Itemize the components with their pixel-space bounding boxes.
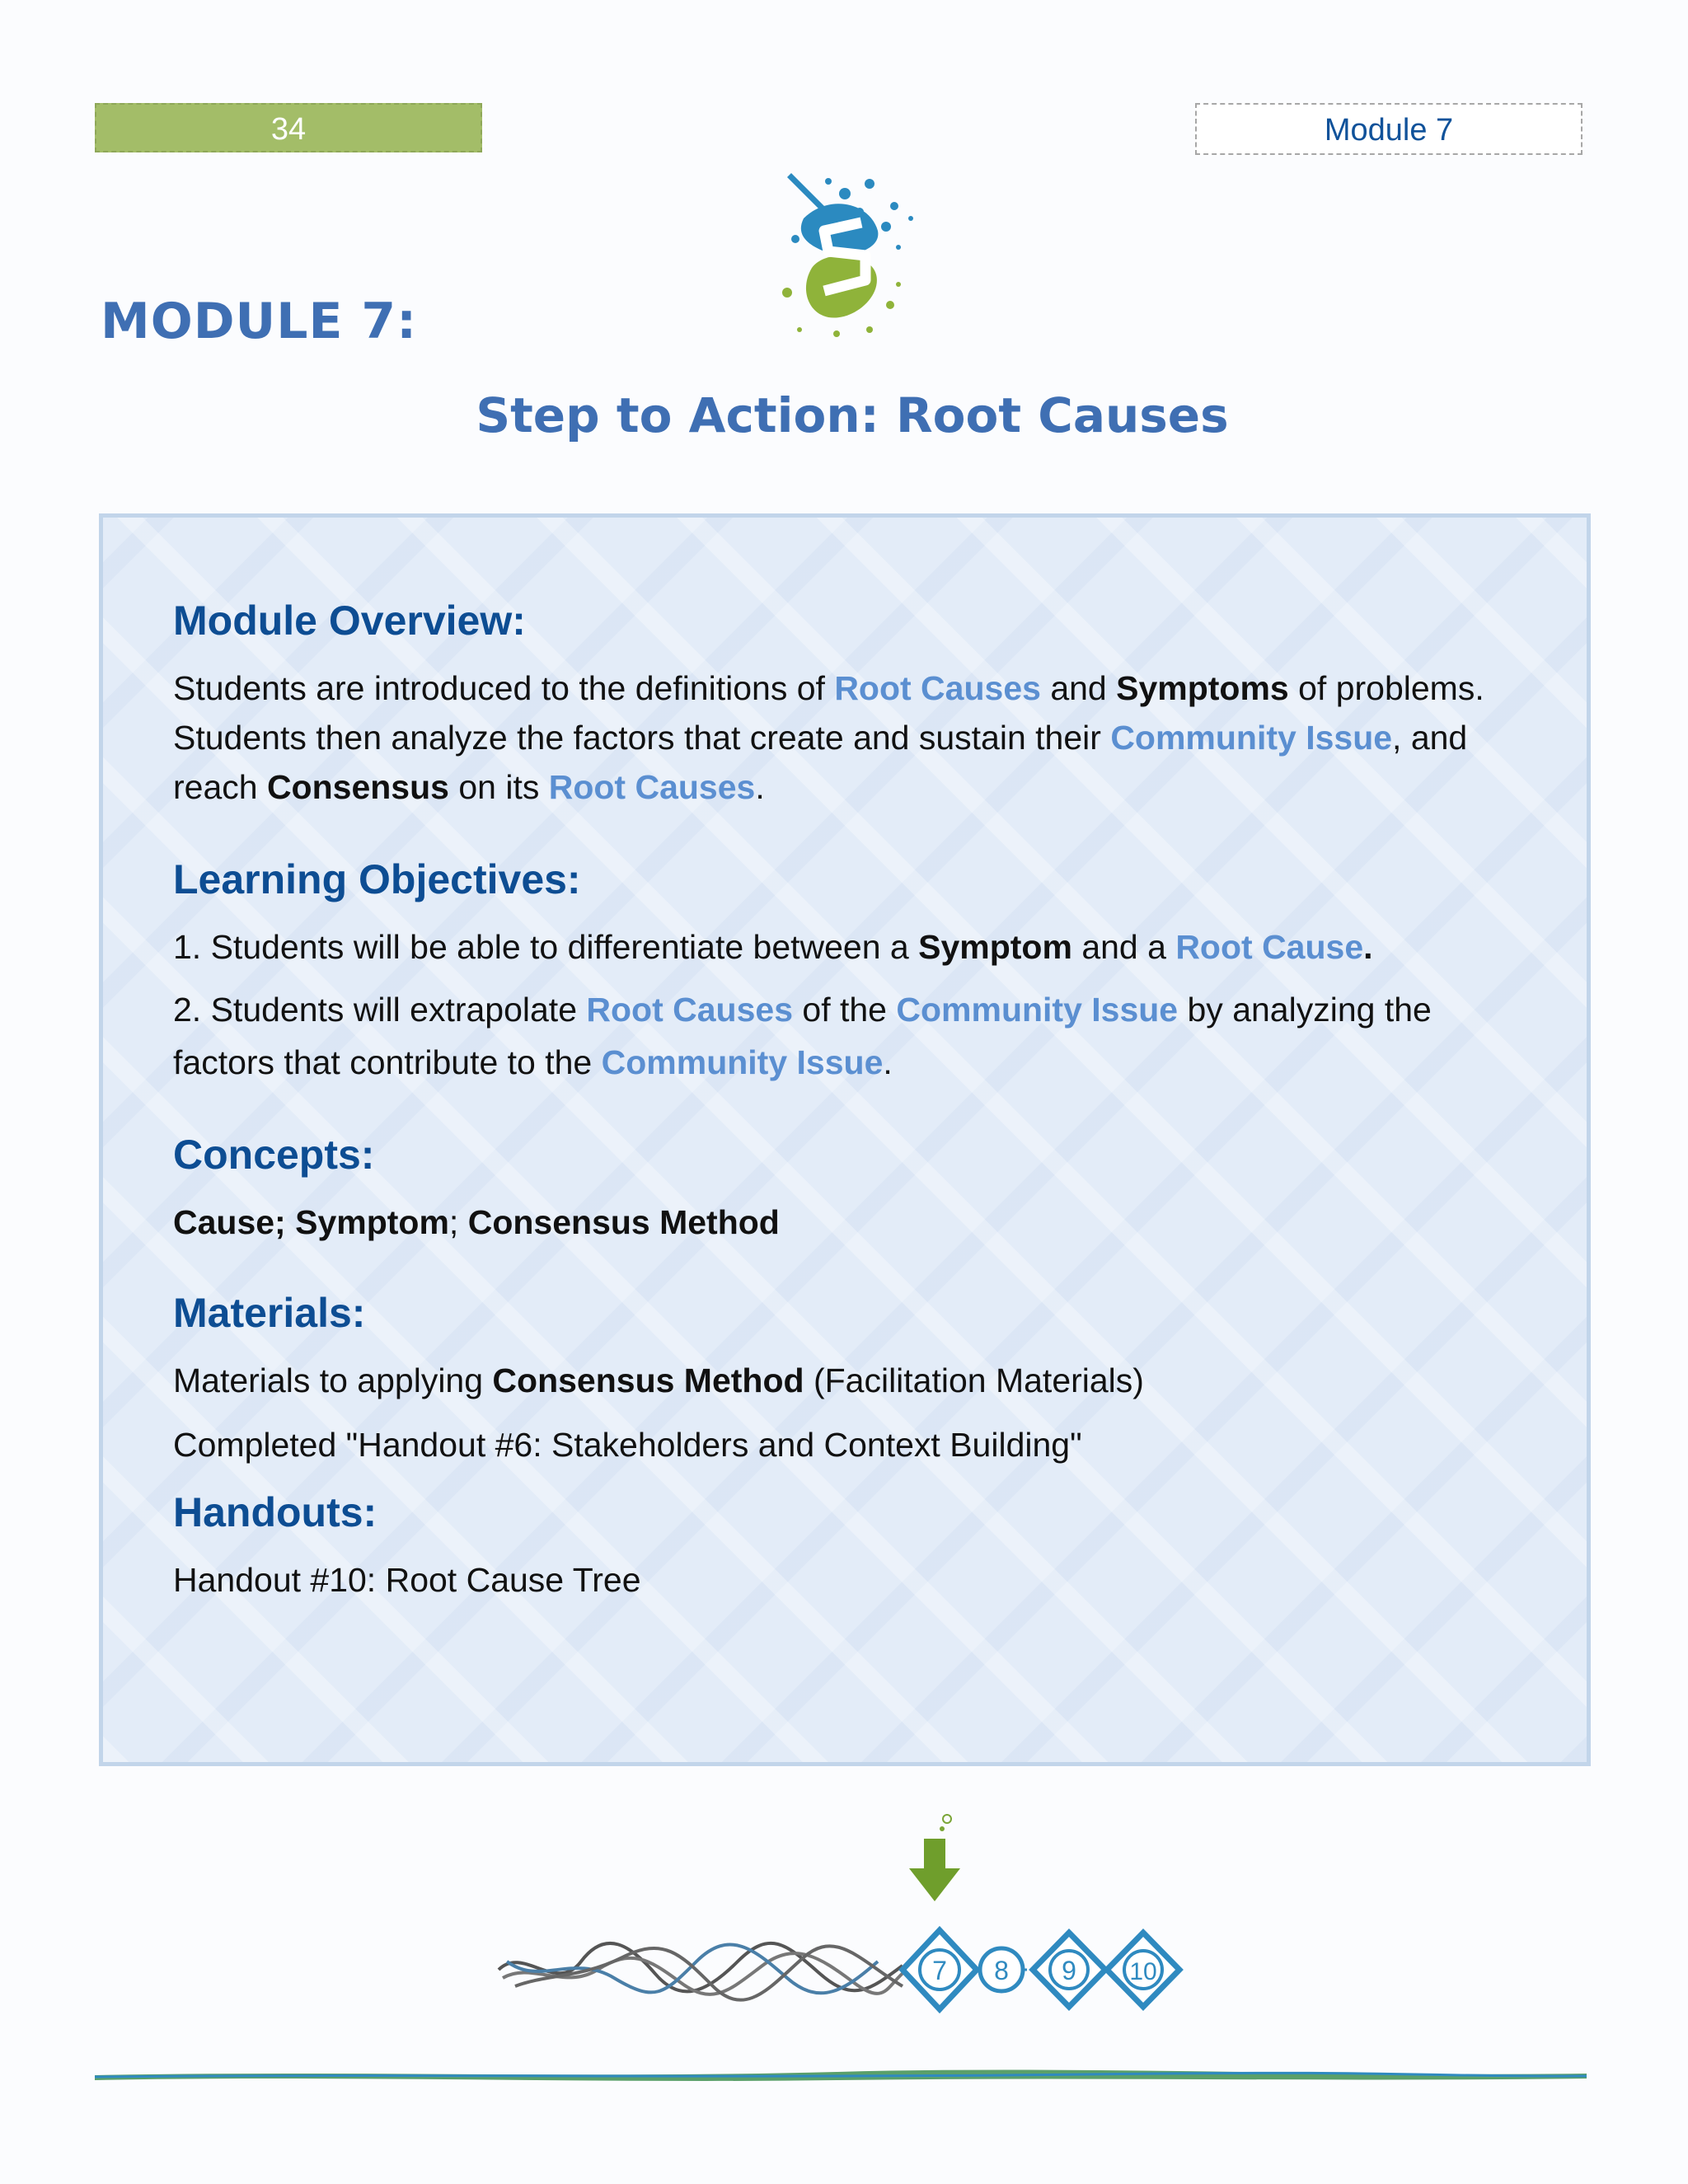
bottom-divider (95, 2060, 1587, 2093)
objective-text-part: . (883, 1043, 893, 1081)
handouts-section (173, 1488, 1517, 1605)
term-root-causes: Root Causes (586, 991, 793, 1029)
materials-heading: Materials: (173, 1290, 366, 1336)
material-item: Completed "Handout #6: Stakeholders and Context Building" (173, 1426, 1082, 1464)
overview-text-part: . (755, 768, 765, 806)
step-8-marker (980, 1948, 1023, 1991)
module-heading: MODULE 7: (101, 293, 418, 350)
concept-separator: ; (448, 1203, 468, 1241)
overview-heading: Module Overview: (173, 598, 526, 644)
splash-logo-icon (746, 161, 935, 350)
step-number: 8 (994, 1956, 1009, 1985)
module-progress-track (490, 1912, 1199, 2019)
concepts-section (173, 1130, 1517, 1247)
objective-text-part: 1. Students will be able to differentiate between a (173, 928, 919, 966)
step-number: 10 (1129, 1958, 1157, 1985)
objective-text-part: 2. Students will extrapolate (173, 991, 587, 1029)
material-item (173, 1356, 1517, 1405)
concepts-list (173, 1197, 1517, 1247)
objective-text-part: by analyzing the factors that contribute to the (173, 991, 1432, 1081)
step-10-marker (1107, 1933, 1179, 2007)
term-community-issue: Community Issue (896, 991, 1179, 1029)
term-symptoms: Symptoms (1116, 669, 1289, 707)
term-root-causes: Root Causes (834, 669, 1041, 707)
objective-text-part: of the (793, 991, 897, 1029)
module-label: Module 7 (1324, 113, 1454, 148)
step-7-marker (903, 1930, 977, 2009)
concept-terms: Cause; Symptom (173, 1203, 449, 1241)
objectives-heading: Learning Objectives: (173, 856, 581, 902)
current-step-arrow-icon (903, 1809, 968, 1912)
term-consensus-method: Consensus Method (492, 1361, 804, 1399)
term-consensus: Consensus (266, 768, 449, 806)
material-text-part: Materials to applying (173, 1361, 493, 1399)
step-number: 9 (1062, 1956, 1076, 1985)
term-community-issue: Community Issue (601, 1043, 884, 1081)
term-symptom: Symptom (918, 928, 1072, 966)
overview-section (173, 596, 1517, 812)
materials-section (173, 1288, 1517, 1469)
module-label-tab (1195, 103, 1582, 155)
term-community-issue: Community Issue (1110, 719, 1393, 757)
handouts-heading: Handouts: (173, 1489, 377, 1535)
term-root-cause: Root Cause (1175, 928, 1364, 966)
overview-text-part: , and reach (173, 719, 1468, 806)
step-9-marker (1033, 1933, 1105, 2007)
overview-text-part: Students are introduced to the definitions of (173, 669, 835, 707)
module-summary-box (99, 513, 1591, 1766)
objective-item (173, 983, 1517, 1089)
overview-text-part: and (1040, 669, 1117, 707)
objective-text-part: and a (1071, 928, 1176, 966)
step-number: 7 (932, 1956, 947, 1985)
material-text-part: (Facilitation Materials) (804, 1361, 1144, 1399)
page-number: 34 (270, 112, 307, 147)
module-subtitle: Step to Action: Root Causes (476, 387, 1229, 443)
concepts-heading: Concepts: (173, 1132, 375, 1178)
overview-text-part: of problems. Students then analyze the factors that create and sustain their (173, 669, 1484, 757)
page-number-tab (95, 103, 482, 152)
objective-item (173, 922, 1517, 972)
term-root-causes: Root Causes (548, 768, 756, 806)
objectives-section (173, 855, 1517, 1089)
completed-steps-scribble (499, 1943, 907, 2000)
handout-item: Handout #10: Root Cause Tree (173, 1561, 641, 1599)
concept-term: Consensus Method (467, 1203, 780, 1241)
objective-text-part: . (1363, 928, 1373, 966)
overview-text-part: on its (448, 768, 549, 806)
overview-text (173, 663, 1517, 812)
